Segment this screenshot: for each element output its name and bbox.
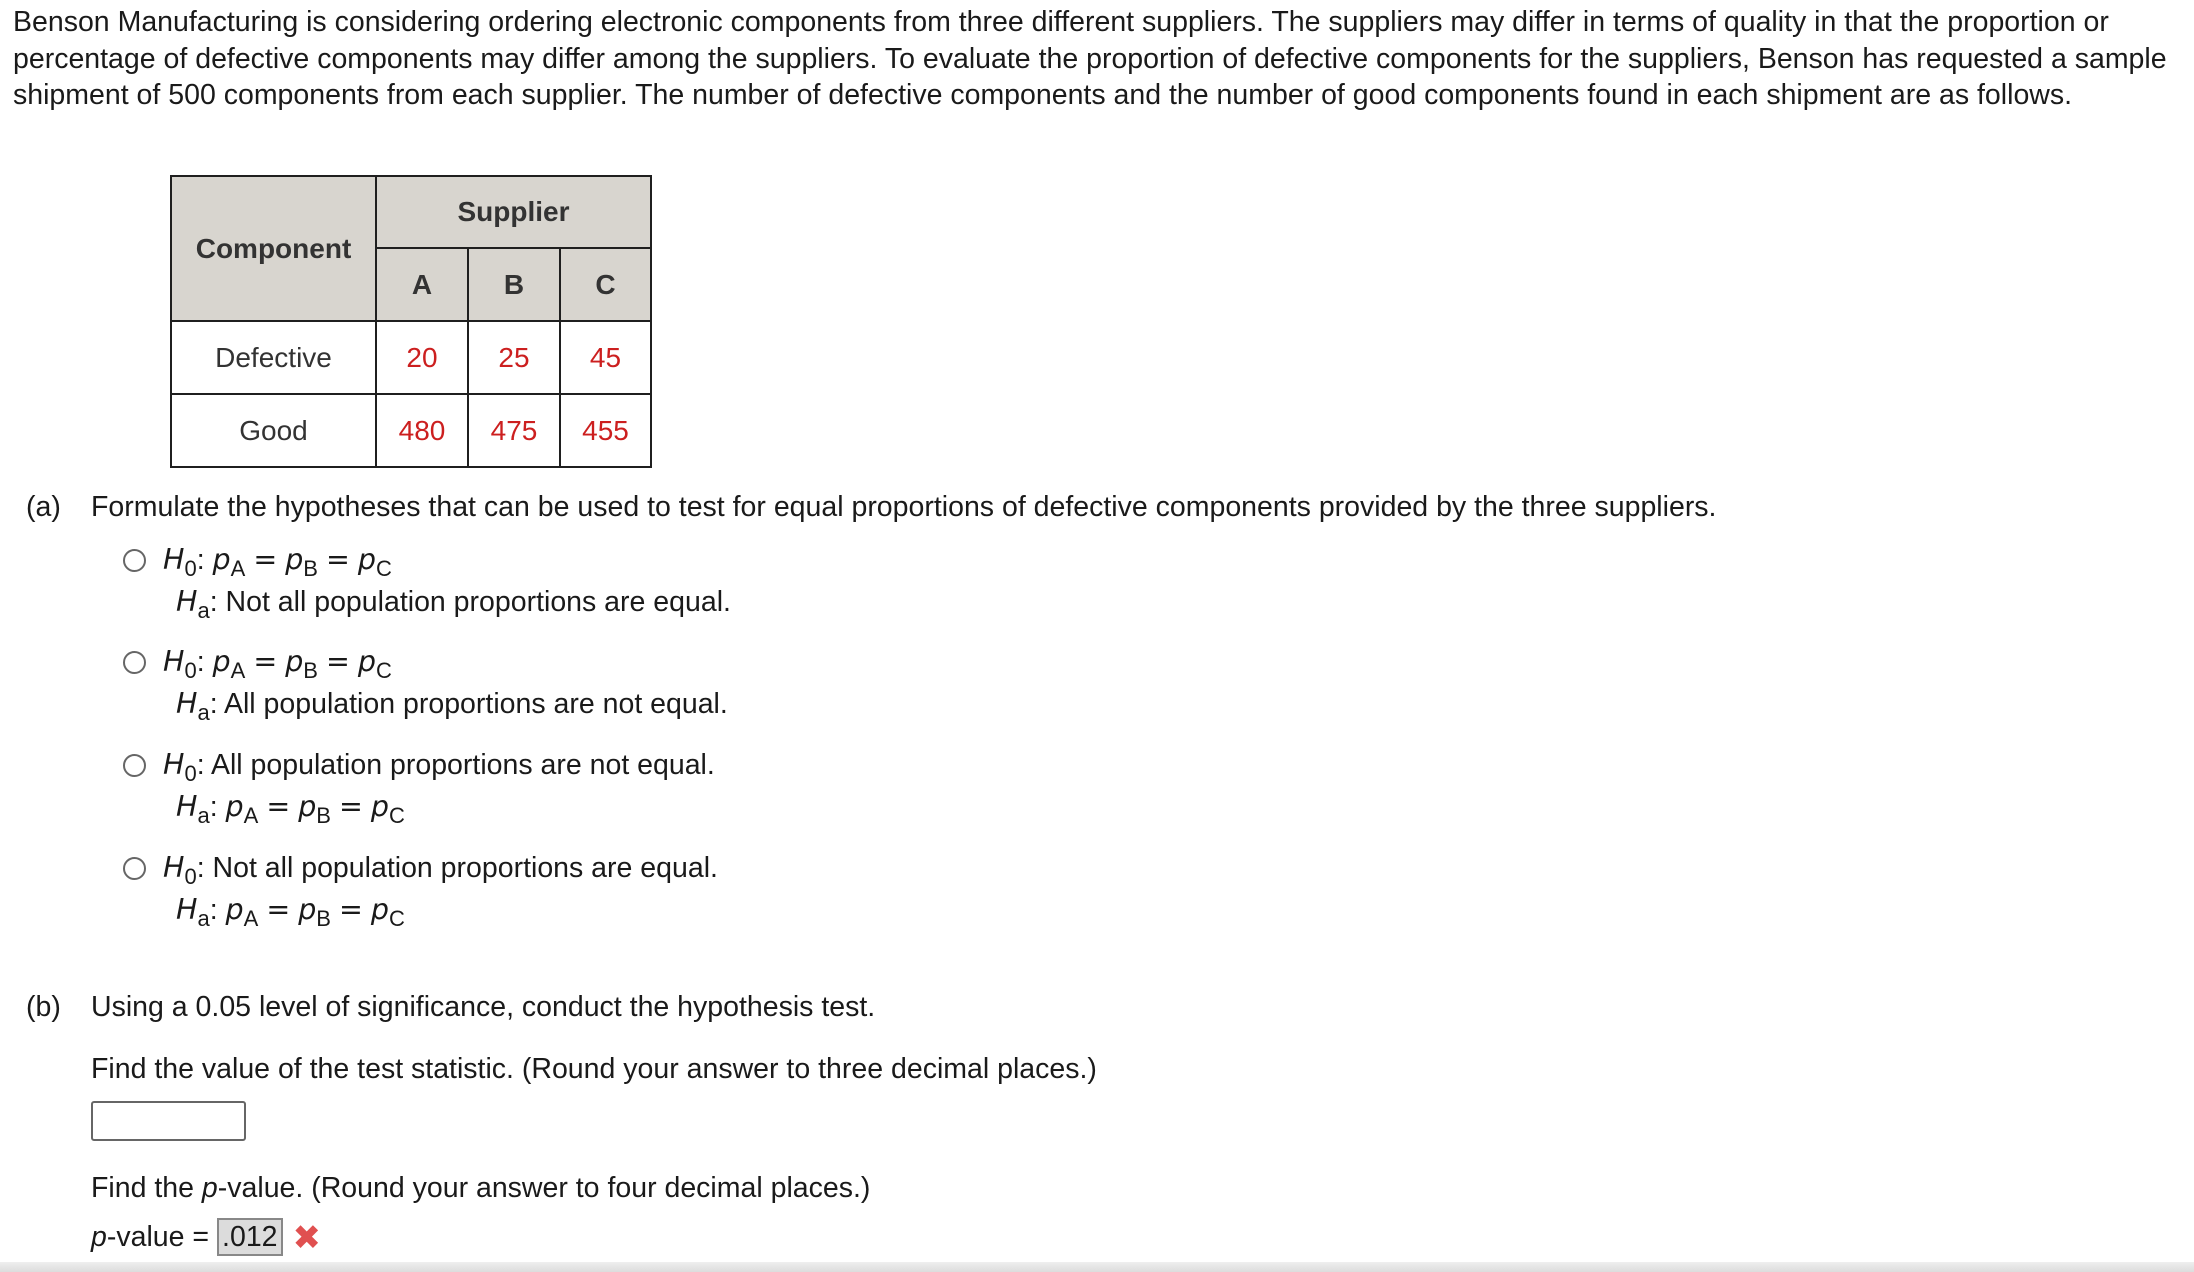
part-a-label: (a): [26, 491, 61, 523]
supplier-c-header: C: [560, 248, 651, 321]
cell-good-a: 480: [376, 394, 468, 467]
incorrect-icon: ✖: [292, 1219, 322, 1257]
option-4-h0-text: Not all population proportions are equal.: [212, 852, 718, 884]
problem-intro: Benson Manufacturing is considering ordering electronic components from three different suppliers. The suppliers may differ in terms of quality in that the proportion or percentage of defective components may differ among the suppliers. To evaluate the proportion of defective components for the suppliers, Benson has requested a sample shipment of 500 components from each supplier. The number of defective components and the number of good components found in each shipment are as follows.: [13, 6, 2167, 111]
row-label-defective: Defective: [171, 321, 376, 394]
table-row: [171, 321, 651, 394]
cell-good-b: 475: [468, 394, 560, 467]
pvalue-label: -value =: [106, 1221, 210, 1253]
cell-defective-a: 20: [376, 321, 468, 394]
supplier-table: [170, 175, 652, 468]
test-stat-prompt: Find the value of the test statistic. (Round your answer to three decimal places.): [91, 1053, 1097, 1085]
radio-button[interactable]: [123, 651, 146, 674]
component-header: Component: [171, 176, 376, 321]
part-b-question: Using a 0.05 level of significance, conduct the hypothesis test.: [91, 991, 876, 1023]
supplier-a-header: A: [376, 248, 468, 321]
cell-defective-b: 25: [468, 321, 560, 394]
part-b-label: (b): [26, 991, 61, 1023]
supplier-b-header: B: [468, 248, 560, 321]
option-2-ha-text: All population proportions are not equal.: [223, 688, 728, 720]
radio-button[interactable]: [123, 549, 146, 572]
cell-good-c: 455: [560, 394, 651, 467]
radio-button[interactable]: [123, 754, 146, 777]
pvalue-row: p-value = .012 ✖: [91, 1219, 322, 1257]
pvalue-input[interactable]: .012: [217, 1218, 282, 1256]
test-statistic-input[interactable]: [91, 1101, 246, 1141]
part-a-question: Formulate the hypotheses that can be used to test for equal proportions of defective components provided by the three suppliers.: [91, 491, 1717, 523]
supplier-header: Supplier: [376, 176, 651, 248]
option-1-ha-text: Not all population proportions are equal.: [225, 586, 731, 618]
row-label-good: Good: [171, 394, 376, 467]
table-row: [171, 394, 651, 467]
radio-button[interactable]: [123, 857, 146, 880]
pvalue-prompt: Find the p-value. (Round your answer to four decimal places.): [91, 1172, 871, 1204]
option-3-h0-text: All population proportions are not equal.: [210, 749, 715, 781]
footer-bar: [0, 1262, 2194, 1272]
cell-defective-c: 45: [560, 321, 651, 394]
